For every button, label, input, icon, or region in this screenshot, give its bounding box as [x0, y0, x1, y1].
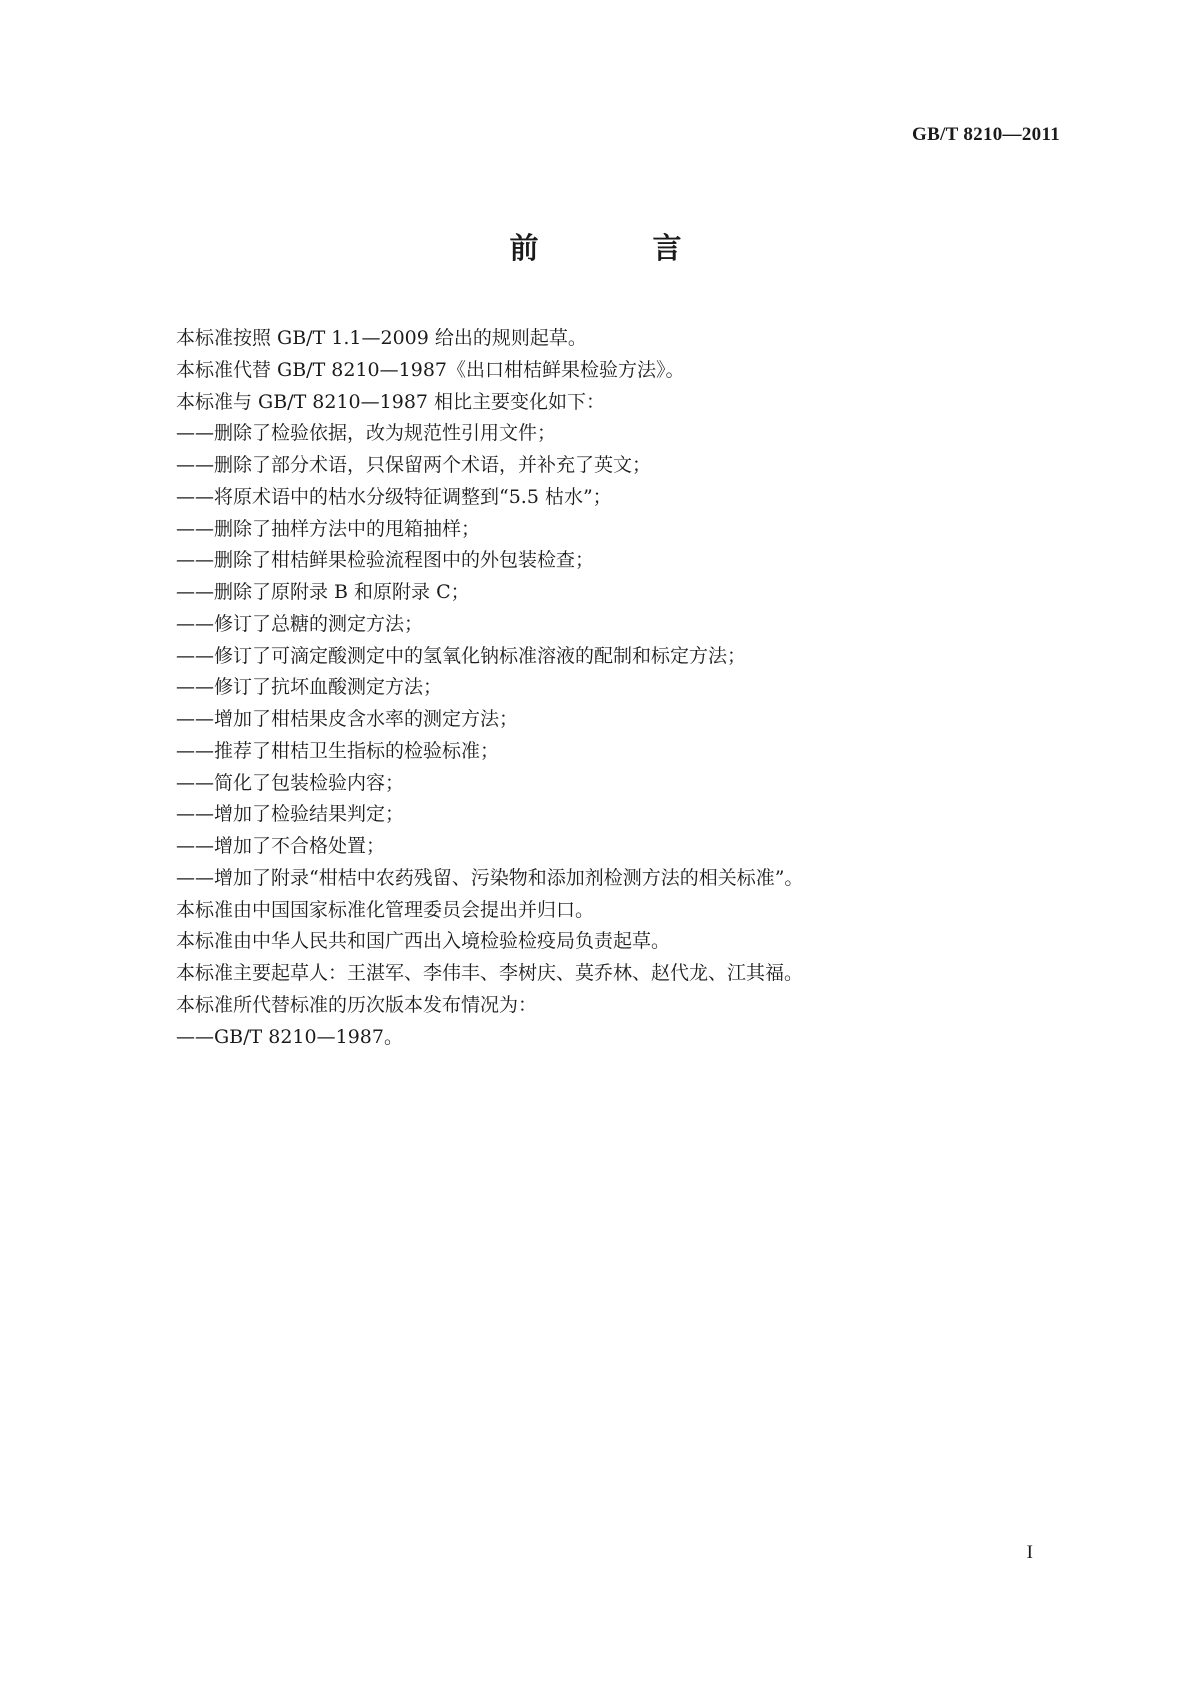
change-item: ——删除了柑桔鲜果检验流程图中的外包装检查；: [176, 549, 595, 572]
change-item: ——修订了可滴定酸测定中的氢氧化钠标准溶液的配制和标定方法；: [176, 644, 747, 667]
change-item: ——增加了不合格处置；: [176, 835, 386, 857]
paragraph-replaces: 本标准代替 GB/T 8210—1987《出口柑桔鲜果检验方法》。: [176, 358, 685, 381]
paragraph-drafting-rules: 本标准按照 GB/T 1.1—2009 给出的规则起草。: [176, 327, 587, 349]
change-item: ——简化了包装检验内容；: [176, 771, 405, 794]
change-item: ——删除了抽样方法中的甩箱抽样；: [176, 517, 481, 540]
change-item: ——将原术语中的枯水分级特征调整到“5.5 枯水”；: [176, 485, 612, 508]
page-title: 前 言: [509, 231, 734, 265]
paragraph-changes-intro: 本标准与 GB/T 8210—1987 相比主要变化如下：: [176, 390, 606, 413]
change-item: ——增加了检验结果判定；: [176, 803, 405, 826]
page-number: I: [1026, 1542, 1033, 1563]
paragraph-drafters: 本标准主要起草人：王湛军、李伟丰、李树庆、莫乔林、赵代龙、江其福。: [176, 962, 804, 984]
change-item: ——增加了柑桔果皮含水率的测定方法；: [176, 708, 519, 730]
paragraph-drafted-by: 本标准由中华人民共和国广西出入境检验检疫局负责起草。: [176, 930, 671, 953]
foreword-body: [176, 323, 1056, 1053]
change-item: ——删除了原附录 B 和原附录 C；: [176, 581, 470, 603]
change-item: ——修订了总糖的测定方法；: [176, 612, 424, 635]
paragraph-proposed-by: 本标准由中国国家标准化管理委员会提出并归口。: [176, 898, 595, 921]
change-item: ——删除了部分术语，只保留两个术语，并补充了英文；: [176, 454, 652, 476]
change-item: ——推荐了柑桔卫生指标的检验标准；: [176, 739, 500, 762]
paragraph-history-intro: 本标准所代替标准的历次版本发布情况为：: [176, 993, 538, 1016]
change-item: ——删除了检验依据，改为规范性引用文件；: [176, 422, 557, 445]
standard-number: GB/T 8210—2011: [912, 124, 1060, 145]
change-item: ——增加了附录“柑桔中农药残留、污染物和添加剂检测方法的相关标准”。: [176, 866, 804, 889]
change-item: ——修订了抗坏血酸测定方法；: [176, 676, 443, 699]
history-item: ——GB/T 8210—1987。: [176, 1025, 403, 1048]
